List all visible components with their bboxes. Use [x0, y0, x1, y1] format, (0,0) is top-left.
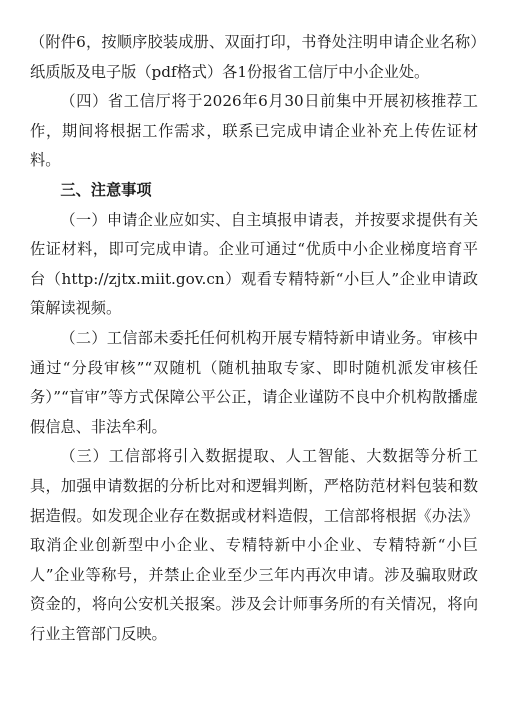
paragraph-note-3: （三）工信部将引入数据提取、人工智能、大数据等分析工具，加强申请数据的分析比对和逻辑判断，严格防范材料包装和数据造假。如发现企业存在数据或材料造假，工信部将根据《办法》取消企业创新型中小企业、专精特新中小企业、专精特新“小巨人”企业等称号，并禁止企业至少三年内再次申请。涉及骗取财政资金的，将向公安机关报案。涉及会计师事务所的有关情况，将向行业主管部门反映。	[30, 447, 478, 643]
paragraph-note-2: （二）工信部未委托任何机构开展专精特新申请业务。审核中通过“分段审核”“双随机（随机抽取专家、即时随机派发审核任务）”“盲审”等方式保障公平公正，请企业谨防不良中介机构散播虚假信息、非法牟利。	[30, 328, 478, 436]
paragraph-item-4: （四）省工信厅将于2026年6月30日前集中开展初核推荐工作，期间将根据工作需求，联系已完成申请企业补充上传佐证材料。	[30, 92, 478, 170]
paragraph-note-1: （一）申请企业应如实、自主填报申请表，并按要求提供有关佐证材料，即可完成申请。企业可通过“优质中小企业梯度培育平台（http://zjtx.miit.gov.cn）观看专精特新“小巨人”企业申请政策解读视频。	[30, 210, 478, 318]
paragraph-attachment-continuation: （附件6，按顺序胶装成册、双面打印，书脊处注明申请企业名称）纸质版及电子版（pdf格式）各1份报省工信厅中小企业处。	[30, 33, 478, 81]
document-page	[30, 28, 478, 649]
section-heading-notes: 三、注意事项	[60, 180, 152, 199]
